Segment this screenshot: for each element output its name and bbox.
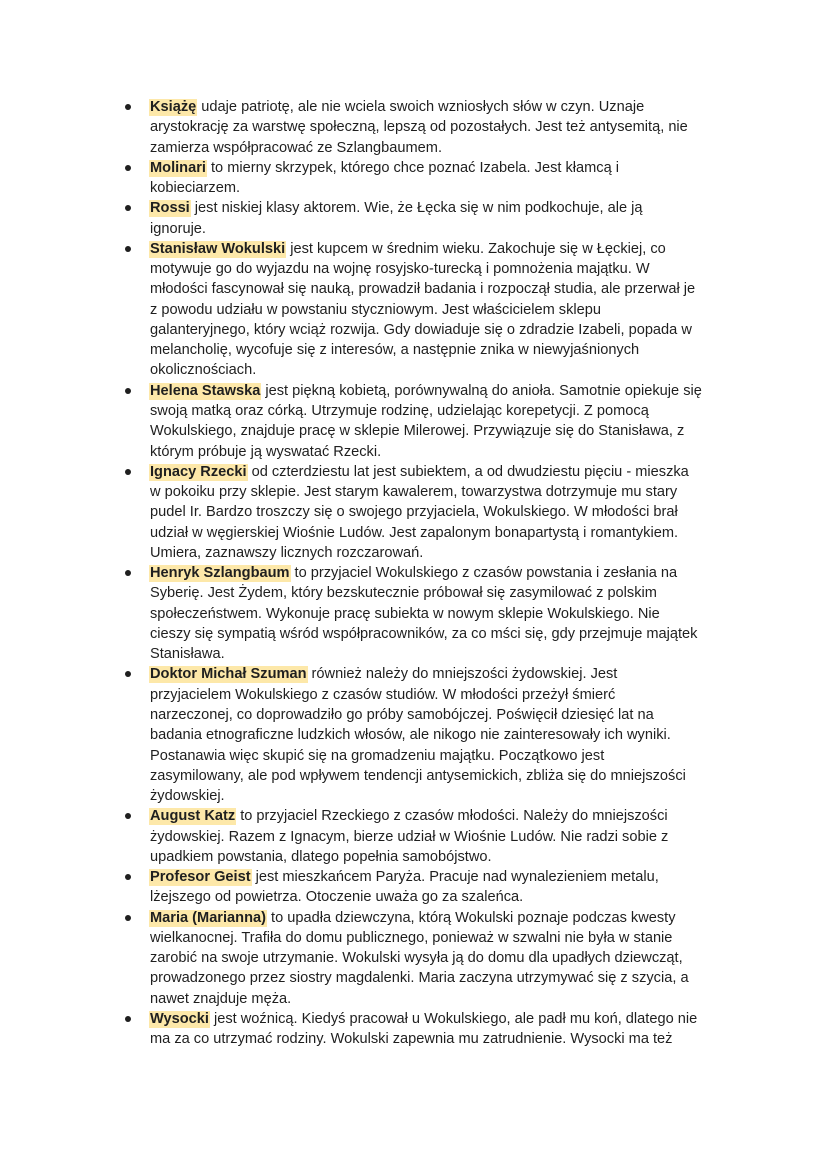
- character-list: [0, 97, 828, 1049]
- character-name: Maria (Marianna): [150, 909, 266, 926]
- list-item: [0, 381, 828, 462]
- text-line: [150, 908, 828, 928]
- bullet-icon: [125, 671, 131, 677]
- character-name: August Katz: [150, 808, 236, 825]
- text-line: [150, 219, 828, 239]
- list-item: [0, 563, 828, 664]
- text-line: [150, 523, 828, 543]
- description-text: to przyjaciel Rzeckiego z czasów młodości. Należy do mniejszości: [236, 808, 668, 825]
- description-text: okolicznościach.: [150, 362, 257, 379]
- text-line: [150, 117, 828, 137]
- text-line: [150, 340, 828, 360]
- description-text: żydowskiej.: [150, 788, 225, 805]
- description-text: zamierza współpracować ze Szlangbaumem.: [150, 139, 443, 156]
- character-name: Rossi: [150, 200, 190, 217]
- character-name: Ignacy Rzecki: [150, 463, 247, 480]
- list-item: [0, 239, 828, 381]
- bullet-icon: [125, 104, 131, 110]
- description-text: z powodu udziału w powstaniu styczniowym. Jest właścicielem sklepu: [150, 301, 601, 318]
- bullet-icon: [125, 1016, 131, 1022]
- text-line: [150, 786, 828, 806]
- text-line: [150, 279, 828, 299]
- description-text: jest niskiej klasy aktorem. Wie, że Łęcka się w nim podkochuje, ale ją: [190, 200, 643, 217]
- text-line: [150, 239, 828, 259]
- text-line: [150, 360, 828, 380]
- description-text: arystokrację za warstwę społeczną, lepszą od pozostałych. Jest też antysemitą, nie: [150, 119, 688, 136]
- description-text: pudel Ir. Bardzo troszczy się o swojego przyjaciela, Wokulskiego. W młodości brał: [150, 504, 678, 521]
- text-line: [150, 725, 828, 745]
- text-line: [150, 401, 828, 421]
- list-item: [0, 664, 828, 806]
- description-text: jest kupcem w średnim wieku. Zakochuje się w Łęckiej, co: [286, 240, 666, 257]
- description-text: Wokulskiego, znajduje pracę w sklepie Milerowej. Przywiązuje się do Stanisława, z: [150, 423, 685, 440]
- list-item: [0, 908, 828, 1009]
- text-line: [150, 320, 828, 340]
- text-line: [150, 421, 828, 441]
- description-text: to upadła dziewczyna, którą Wokulski poznaje podczas kwesty: [266, 909, 676, 926]
- description-text: którym próbuje ją wyswatać Rzecki.: [150, 443, 382, 460]
- bullet-icon: [125, 915, 131, 921]
- text-line: [150, 442, 828, 462]
- text-line: [150, 928, 828, 948]
- description-text: galanteryjnego, który wciąż rozwija. Gdy dowiaduje się o zdradzie Izabeli, popada w: [150, 321, 692, 338]
- text-line: [150, 685, 828, 705]
- text-line: [150, 462, 828, 482]
- text-line: [150, 827, 828, 847]
- list-item: [0, 867, 828, 908]
- text-line: [150, 604, 828, 624]
- description-text: Stanisława.: [150, 646, 225, 663]
- description-text: badania etnograficzne ludzkich włosów, ale nikogo nie zainteresowały ich wyniki.: [150, 727, 671, 744]
- text-line: [150, 948, 828, 968]
- description-text: Postanawia więc skupić się na gromadzeniu majątku. Początkowo jest: [150, 747, 605, 764]
- text-line: [150, 482, 828, 502]
- bullet-icon: [125, 813, 131, 819]
- text-line: [150, 259, 828, 279]
- description-text: upadkiem powstania, dlatego popełnia samobójstwo.: [150, 848, 492, 865]
- description-text: udział w węgierskiej Wiośnie Ludów. Jest zapalonym bonapartystą i romantykiem.: [150, 524, 679, 541]
- text-line: [150, 543, 828, 563]
- list-item: [0, 806, 828, 867]
- description-text: wielkanocnej. Trafiła do domu publicznego, ponieważ w szwalni nie była w stanie: [150, 929, 673, 946]
- list-item: [0, 198, 828, 239]
- list-item: [0, 97, 828, 158]
- bullet-icon: [125, 205, 131, 211]
- character-name: Doktor Michał Szuman: [150, 666, 307, 683]
- character-name: Henryk Szlangbaum: [150, 565, 290, 582]
- bullet-icon: [125, 246, 131, 252]
- list-item: [0, 1009, 828, 1050]
- description-text: zasymilowany, ale pod wpływem tendencji antysemickich, zbliża się do mniejszości: [150, 767, 686, 784]
- description-text: ma za co utrzymać rodziny. Wokulski zapewnia mu zatrudnienie. Wysocki ma też: [150, 1031, 673, 1048]
- description-text: od czterdziestu lat jest subiektem, a od dwudziestu pięciu - mieszka: [247, 463, 689, 480]
- description-text: Syberię. Jest Żydem, który bezskutecznie próbował się zasymilować z polskim: [150, 585, 657, 602]
- description-text: udaje patriotę, ale nie wciela swoich wzniosłych słów w czyn. Uznaje: [197, 99, 645, 115]
- text-line: [150, 624, 828, 644]
- text-line: [150, 847, 828, 867]
- text-line: [150, 887, 828, 907]
- bullet-icon: [125, 469, 131, 475]
- text-line: [150, 583, 828, 603]
- description-text: cieszy się sympatią wśród współpracowników, za co mści się, gdy przejmuje majątek: [150, 625, 698, 642]
- text-line: [150, 1029, 828, 1049]
- description-text: motywuje go do wyjazdu na wojnę rosyjsko-turecką i pomnożenia majątku. W: [150, 261, 650, 278]
- description-text: jest woźnicą. Kiedyś pracował u Wokulskiego, ale padł mu koń, dlatego nie: [209, 1010, 698, 1027]
- description-text: przyjacielem Wokulskiego z czasów studiów. W młodości przeżył śmierć: [150, 686, 616, 703]
- bullet-icon: [125, 874, 131, 880]
- character-name: Profesor Geist: [150, 869, 251, 886]
- text-line: [150, 198, 828, 218]
- description-text: to przyjaciel Wokulskiego z czasów powstania i zesłania na: [290, 565, 678, 582]
- text-line: [150, 746, 828, 766]
- description-text: swoją matką oraz córką. Utrzymuje rodzinę, udzielając korepetycji. Z pomocą: [150, 402, 649, 419]
- description-text: nawet znajduje męża.: [150, 990, 292, 1007]
- description-text: ignoruje.: [150, 220, 206, 237]
- text-line: [150, 300, 828, 320]
- description-text: w pokoiku przy sklepie. Jest starym kawalerem, towarzystwa dotrzymuje mu stary: [150, 484, 678, 501]
- character-name: Wysocki: [150, 1010, 209, 1027]
- text-line: [150, 138, 828, 158]
- description-text: zarobić na swoje utrzymanie. Wokulski wysyła ją do domu dla upadłych dziewcząt,: [150, 950, 683, 967]
- text-line: [150, 968, 828, 988]
- description-text: prowadzonego przez siostry magdalenki. Maria zaczyna utrzymywać się z szycia, a: [150, 970, 689, 987]
- description-text: lżejszego od powietrza. Otoczenie uważa go za szaleńca.: [150, 889, 524, 906]
- text-line: [150, 806, 828, 826]
- list-item: [0, 158, 828, 199]
- description-text: młodości fascynował się nauką, prowadził badania i rozpoczął studia, ale przerwał je: [150, 281, 696, 298]
- text-line: [150, 563, 828, 583]
- text-line: [150, 989, 828, 1009]
- text-line: [150, 381, 828, 401]
- bullet-icon: [125, 570, 131, 576]
- text-line: [150, 867, 828, 887]
- list-item: [0, 462, 828, 563]
- bullet-icon: [125, 165, 131, 171]
- description-text: jest piękną kobietą, porównywalną do anioła. Samotnie opiekuje się: [261, 382, 702, 399]
- description-text: to mierny skrzypek, którego chce poznać Izabela. Jest kłamcą i: [206, 159, 619, 176]
- character-name: Stanisław Wokulski: [150, 240, 286, 257]
- description-text: kobieciarzem.: [150, 180, 241, 197]
- description-text: melancholię, wycofuje się z interesów, a następnie znika w niewyjaśnionych: [150, 342, 640, 359]
- character-name: Helena Stawska: [150, 382, 261, 399]
- text-line: [150, 1009, 828, 1029]
- description-text: Umiera, zaznawszy licznych rozczarowań.: [150, 544, 424, 561]
- text-line: [150, 664, 828, 684]
- text-line: [150, 705, 828, 725]
- document-page: [0, 97, 828, 1049]
- text-line: [150, 766, 828, 786]
- text-line: [150, 158, 828, 178]
- text-line: [150, 178, 828, 198]
- text-line: [150, 97, 828, 117]
- description-text: społeczeństwem. Wykonuje pracę subiekta w nowym sklepie Wokulskiego. Nie: [150, 605, 660, 622]
- text-line: [150, 644, 828, 664]
- description-text: żydowskiej. Razem z Ignacym, bierze udział w Wiośnie Ludów. Nie radzi sobie z: [150, 828, 669, 845]
- character-name: Książę: [150, 99, 197, 115]
- text-line: [150, 502, 828, 522]
- bullet-icon: [125, 388, 131, 394]
- description-text: narzeczonej, co doprowadziło go próby samobójczej. Poświęcił dziesięć lat na: [150, 706, 654, 723]
- character-name: Molinari: [150, 159, 206, 176]
- description-text: również należy do mniejszości żydowskiej. Jest: [307, 666, 618, 683]
- description-text: jest mieszkańcem Paryża. Pracuje nad wynalezieniem metalu,: [251, 869, 659, 886]
